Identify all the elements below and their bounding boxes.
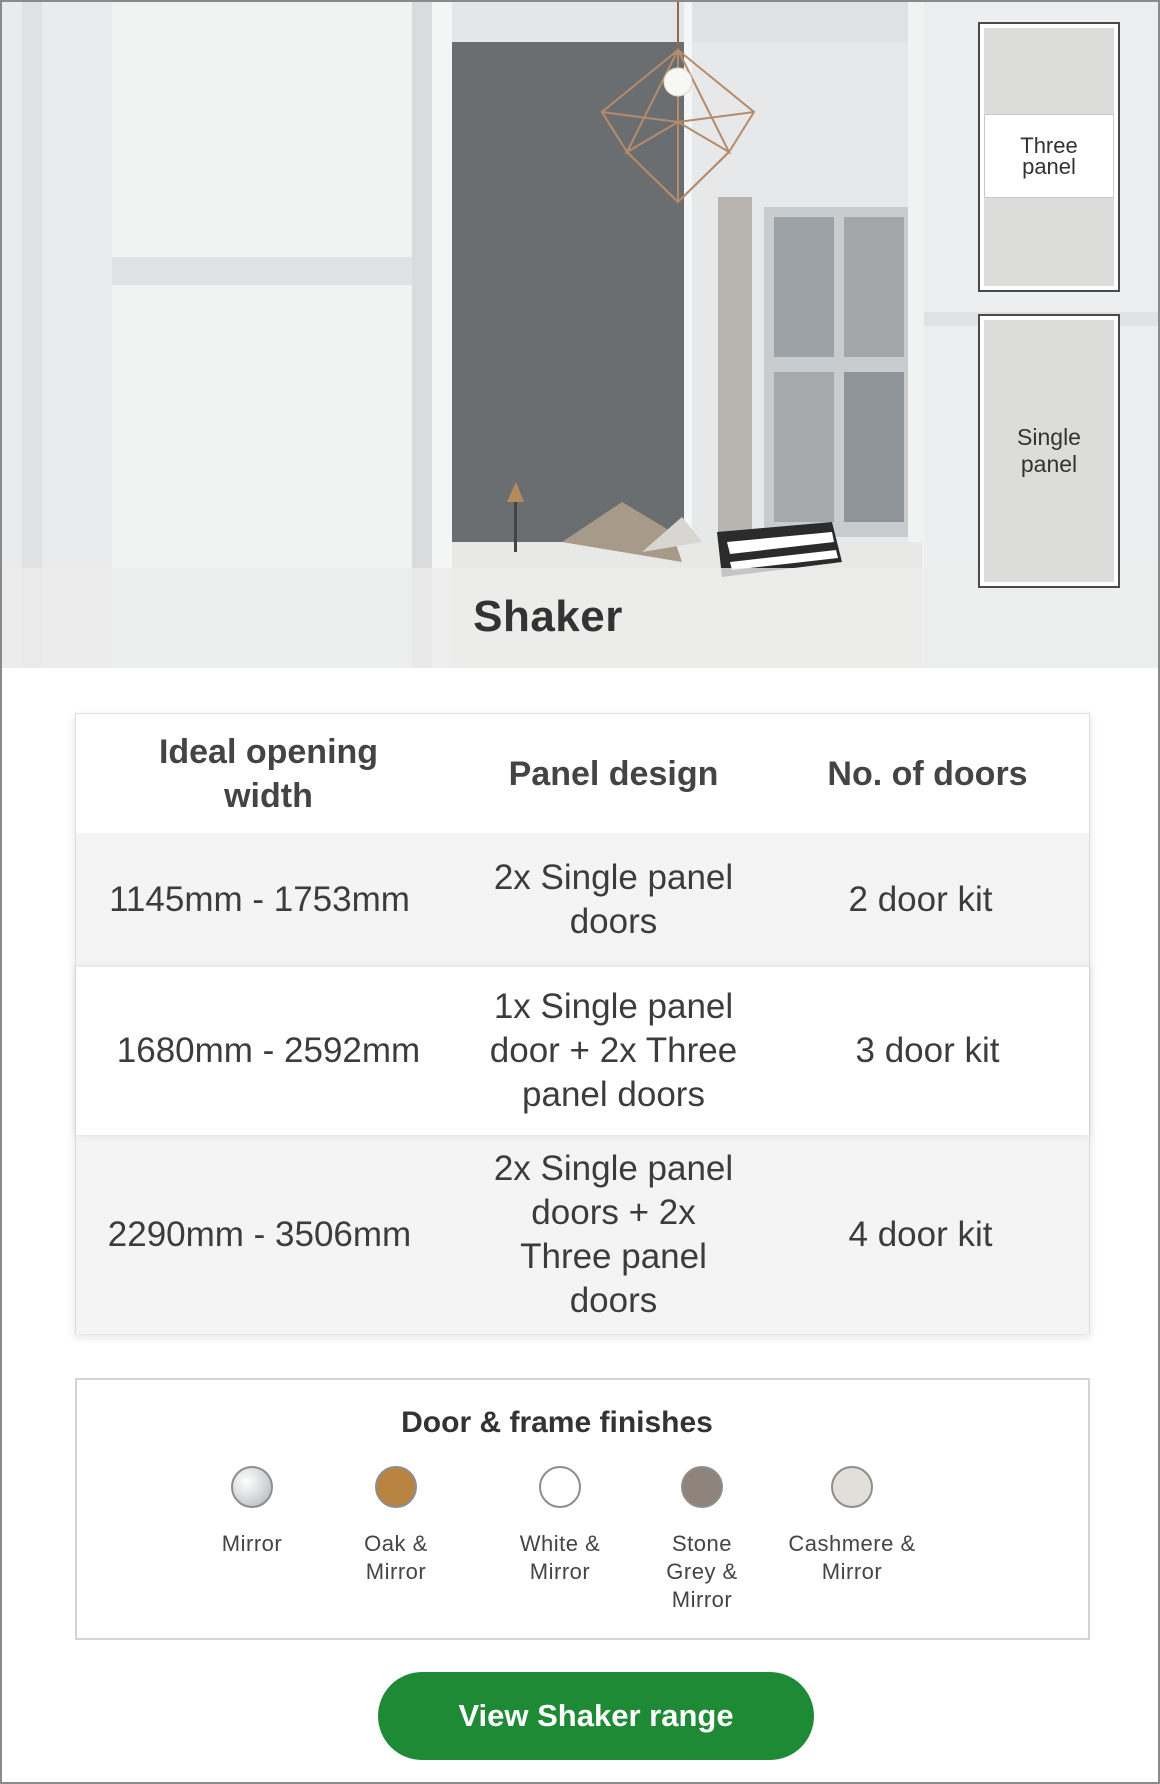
oak-swatch-icon [375, 1466, 417, 1508]
door-kit-cell: 4 door kit [848, 1214, 993, 1254]
header-opening-width: Ideal opening width [158, 732, 379, 815]
finish-option-white-mirror[interactable]: White & Mirror [485, 1466, 635, 1586]
table-row [76, 833, 1089, 967]
header-no-of-doors: No. of doors [827, 754, 1028, 793]
opening-width-cell: 1680mm - 2592mm [116, 1031, 421, 1070]
finish-option-oak-mirror[interactable]: Oak & Mirror [321, 1466, 471, 1586]
finish-option-mirror[interactable]: Mirror [177, 1466, 327, 1558]
table-header-row [76, 714, 1089, 833]
panel-design-cell: 2x Single panel doors + 2x Three panel doors [493, 1148, 734, 1320]
finish-option-cashmere-mirror[interactable]: Cashmere & Mirror [777, 1466, 927, 1586]
door-kit-cell: 3 door kit [855, 1031, 1000, 1070]
product-title: Shaker [473, 592, 623, 641]
panel-design-cell: 1x Single panel door + 2x Three panel doors [489, 987, 738, 1114]
finishes-title: Door & frame finishes [401, 1406, 713, 1439]
panel-design-cell: 2x Single panel doors [493, 858, 734, 941]
mirror-swatch-icon [231, 1466, 273, 1508]
finishes-panel [75, 1378, 1090, 1640]
door-kit-cell: 2 door kit [848, 880, 993, 919]
three-panel-thumbnail[interactable] [978, 22, 1120, 292]
cashmere-swatch-icon [831, 1466, 873, 1508]
three-panel-label: Three panel [984, 114, 1114, 198]
stone-grey-swatch-icon [681, 1466, 723, 1508]
opening-width-cell: 2290mm - 3506mm [107, 1214, 412, 1254]
table-row [76, 1135, 1089, 1334]
white-swatch-icon [539, 1466, 581, 1508]
single-panel-thumbnail[interactable] [978, 314, 1120, 588]
header-panel-design: Panel design [508, 754, 719, 793]
opening-width-cell: 1145mm - 1753mm [109, 880, 410, 919]
hero-image [2, 2, 1158, 668]
panel-bottom [984, 198, 1114, 286]
single-panel-label: Single panel [984, 320, 1114, 582]
door-kit-table [75, 713, 1090, 1334]
finish-option-stone-grey-mirror[interactable]: Stone Grey & Mirror [627, 1466, 777, 1614]
table-row [76, 967, 1089, 1135]
panel-top [984, 28, 1114, 114]
view-range-button[interactable]: View Shaker range [378, 1672, 814, 1760]
